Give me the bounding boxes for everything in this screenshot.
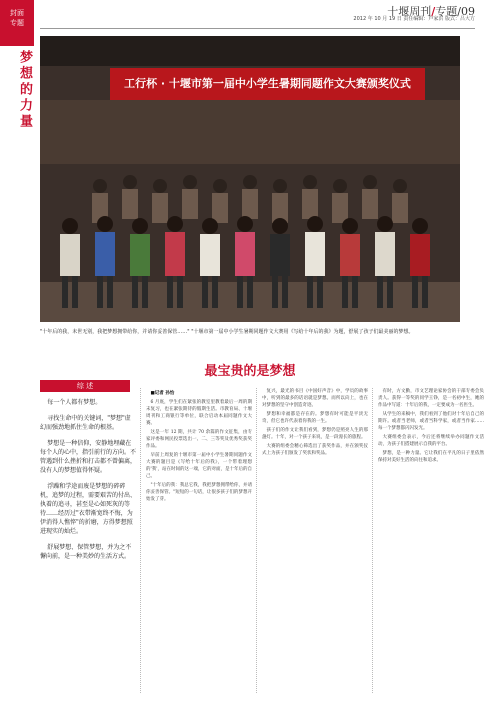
article-column-1 (146, 390, 252, 505)
article-paragraph: 梦想，是一种力量。它让我们在平凡的日子里依然保持对美好生活的向往和追求。 (378, 451, 484, 463)
page-number: /09 (457, 5, 475, 18)
article-column-3 (378, 388, 484, 466)
section-tag-top: 封面 (10, 9, 24, 17)
crowd-illustration (40, 36, 460, 322)
summary-paragraph: 每一个人都有梦想。 (47, 399, 102, 406)
award-ceremony-photo (40, 36, 460, 322)
summary-paragraph: 寻找生命中的关键词，"梦想"虚幻而强劲地抓住生命的根基。 (40, 415, 131, 431)
byline: ■记者 孙怡 (150, 391, 175, 396)
paper-name: 十堰周刊 (387, 5, 432, 18)
article-headline: 最宝贵的是梦想 (204, 364, 296, 379)
article-paragraph: 大赛组委会表示，今后还将继续举办同题作文活动，为孩子们搭建展示自我的平台。 (378, 435, 484, 447)
summary-label-box (40, 380, 130, 392)
column-name: 专题 (435, 5, 458, 18)
article-paragraph: 早前上周复的十堰市第一届中小学生暑期同题作文大赛的题目是《写给十年后的我》，一个带着理想的'我'，站在时间的这一端，它的对面，是十年后的自己。 (146, 453, 252, 479)
article-paragraph: 大赛的组委会精心筛选出了获奖作品，并在颁奖仪式上为孩子们颁发了奖状和奖品。 (262, 444, 368, 456)
column-divider (372, 388, 373, 693)
article-column-2 (262, 388, 368, 459)
header-divider (40, 28, 475, 29)
page-header (190, 0, 475, 22)
article-paragraph: "十年后的我：我总它我，我把梦想拥带给你，并请你妥善保管。"短短的一句话，让很多孩子们的梦想开始发了芽。 (146, 483, 252, 502)
column-divider (256, 388, 257, 693)
section-title: 梦想的力量 (17, 50, 32, 130)
article-paragraph: 孩子们的作文让我们看到，梦想仍是照亮人生的那盏灯。十年，对一个孩子来说，是一段漫长的旅程。 (262, 428, 368, 440)
summary-paragraph: 浮躁和学途而废是梦想的碎碎机，追梦的过程，需要艰苦的付出、执着的追寻，甚至是心如死灰的等待……经历过"衣带渐宽终不悔，为伊消得人憔悴"的折磨，方得梦想照进现实的灿烂。 (40, 483, 137, 535)
article-paragraph: 这是一年 12 期，共计 70 余篇的作文征集，由专家评委和网民投票选出一、二、三等奖及优秀奖获奖作品。 (146, 430, 252, 449)
photo-caption: "十年后的我，未世无别，我把梦想拥带给你，并请你妥善保管……" "十堰市第一届中小学生暑期同题作文大赛用《写给十年后的我》为题，舒展了孩子们最美丽的梦想。 (40, 329, 414, 335)
summary-paragraph: 舒展梦想、保管梦想，并为之不懈向前，是一种美妙的生活方式。 (40, 544, 132, 560)
section-tag (0, 0, 34, 46)
article-paragraph: 从学生的来稿中，我们看到了他们对十年后自己的期许。或者当老师，或者当科学家，或者当作家……每一个梦想都闪闪发光。 (378, 412, 484, 431)
banner-text: 工行杯 · 十堰市第一届中小学生暑期同题作文大赛颁奖仪式 (124, 77, 411, 90)
masthead-slash: / (431, 5, 436, 18)
summary-label: 综 述 (76, 382, 94, 390)
article-paragraph: 有时，方文勤，市文艺理论家协会的干部专委会负责人。获得一等奖的同学王铮，是一名初中生，她的作品中写道：十年后的我，一定要成为一名医生。 (378, 389, 484, 408)
dateline: 2012 年 10 月 19 日 责任编辑：卢家洪 版式：吕大方 (353, 16, 475, 22)
article-paragraph: 复兴，最光的书目《中国好声音》中，学员的故事中，听到的最多的话语就是梦想。而所以向上，也在对梦想的坚守中创造奇迹。 (262, 389, 368, 408)
article-paragraph: 梦想和幸福都是存在的。梦想有时可能是平淡无奇，但它也许代表着你我的一生。 (262, 412, 368, 424)
column-divider (140, 388, 141, 693)
section-tag-bottom: 专题 (10, 19, 24, 27)
summary-paragraph: 梦想是一种信仰，安静地埋藏在每个人的心中，指引前行的方向。不管遇到什么挫折和打击都不曾偏离，没有人的梦想值得怀疑。 (40, 440, 137, 474)
article-paragraph: 6 月底，学生们在紧张的教室里教着最后一周的期末复习，也在紧张期待的假期生活。市教育局、十堰周刊和工商银行等单位，联合启动本届同题作文大赛。 (146, 400, 252, 426)
summary-text (40, 398, 136, 568)
